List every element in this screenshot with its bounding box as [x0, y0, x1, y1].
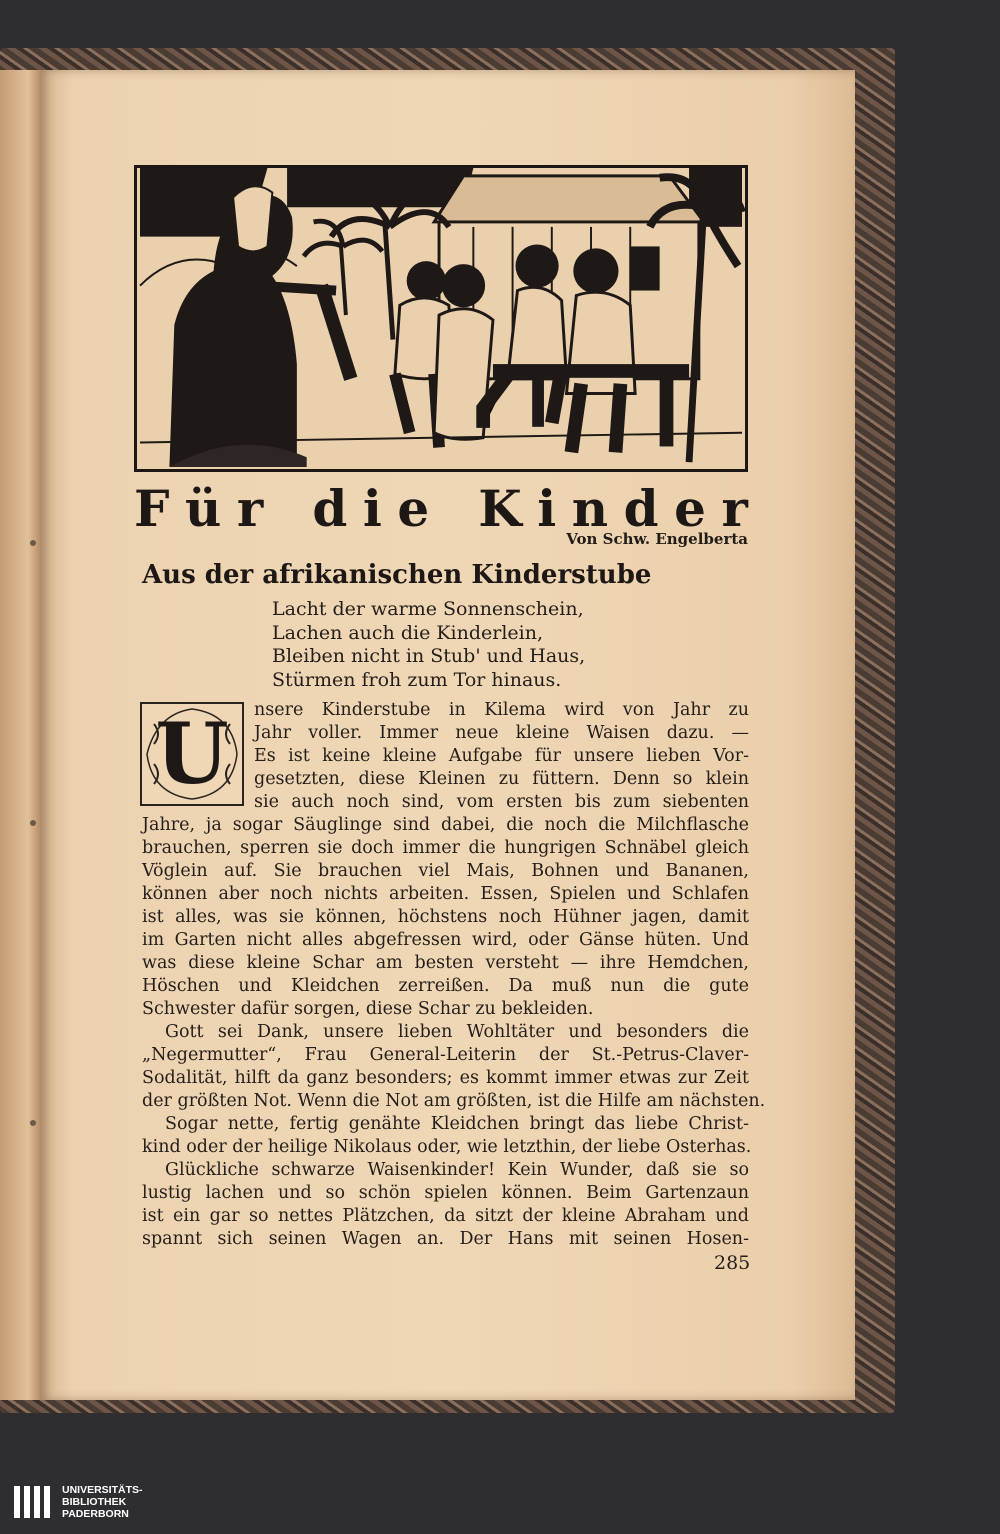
main-title-letter: i: [537, 478, 557, 538]
page-number: 285: [714, 1252, 751, 1274]
main-title: [134, 478, 748, 538]
mission-illustration: [134, 165, 748, 472]
body-line: im Garten nicht alles abgefressen wird, oder Gänse hüten. Und: [142, 930, 749, 950]
body-line: kind oder der heilige Nikolaus oder, wie letzthin, der liebe Osterhas.: [142, 1137, 752, 1157]
body-line: Gott sei Dank, unsere lieben Wohltäter und besonders die: [165, 1022, 749, 1042]
library-logo-icon: [12, 1484, 52, 1520]
library-logo: [12, 1482, 192, 1522]
body-line: können aber noch nichts arbeiten. Essen, Spielen und Schlafen: [142, 884, 749, 904]
poem-line: Lacht der warme Sonnenschein,: [272, 598, 584, 620]
main-title-letter: d: [623, 478, 659, 538]
body-line: gesetzten, diese Kleinen zu füttern. Denn so klein: [254, 769, 749, 789]
body-line: Höschen und Kleidchen zerreißen. Da muß nun die gute: [142, 976, 749, 996]
body-line: ist alles, was sie können, höchstens noch Hühner jagen, damit: [142, 907, 749, 927]
binding-stitch: [30, 820, 36, 826]
body-line: Vöglein auf. Sie brauchen viel Mais, Bohnen und Bananen,: [142, 861, 749, 881]
body-line: Schwester dafür sorgen, diese Schar zu bekleiden.: [142, 999, 594, 1019]
library-logo-line: UNIVERSITÄTS-: [62, 1484, 143, 1496]
poem-line: Lachen auch die Kinderlein,: [272, 621, 544, 644]
body-line: Jahre, ja sogar Säuglinge sind dabei, die noch die Milchflasche: [142, 815, 749, 835]
main-title-letter: r: [721, 478, 748, 538]
main-title-letter: r: [236, 478, 264, 538]
body-line: spannt sich seinen Wagen an. Der Hans mit seinen Hosen-: [142, 1229, 749, 1249]
body-line: brauchen, sperren sie doch immer die hungrigen Schnäbel gleich: [142, 838, 749, 858]
body-line: Sodalität, hilft da ganz besonders; es kommt immer etwas zur Zeit: [142, 1068, 749, 1088]
body-line: Jahr voller. Immer neue kleine Waisen dazu. —: [254, 723, 749, 743]
main-title-letter: K: [478, 478, 522, 538]
section-title: Aus der afrikanischen Kinderstube: [142, 560, 652, 590]
main-title-letter: n: [571, 478, 609, 538]
author-byline: Von Schw. Engelberta: [566, 530, 748, 548]
main-title-letter: e: [397, 478, 430, 538]
drop-cap-letter: U: [155, 704, 229, 803]
binding-stitch: [30, 540, 36, 546]
body-line: „Negermutter“, Frau General-Leiterin der St.-Petrus-Claver-: [142, 1045, 749, 1065]
left-page-edge: [0, 70, 40, 1400]
body-line: Es ist keine kleine Aufgabe für unsere lieben Vor-: [254, 746, 749, 766]
body-line: Glückliche schwarze Waisenkinder! Kein Wunder, daß sie so: [165, 1160, 749, 1180]
library-logo-line: BIBLIOTHEK: [62, 1496, 127, 1508]
body-line: lustig lachen und so schön spielen können. Beim Gartenzaun: [142, 1183, 749, 1203]
body-line: der größten Not. Wenn die Not am größten, ist die Hilfe am nächsten.: [142, 1091, 766, 1111]
main-title-letter: i: [362, 478, 382, 538]
library-logo-line: PADERBORN: [62, 1508, 129, 1520]
drop-cap: [140, 702, 244, 806]
main-title-letter: d: [312, 478, 348, 538]
body-line: nsere Kinderstube in Kilema wird von Jahr zu: [254, 700, 749, 720]
body-line: sie auch noch sind, vom ersten bis zum siebenten: [254, 792, 749, 812]
body-line: was diese kleine Schar am besten versteht — ihre Hemdchen,: [142, 953, 749, 973]
poem-line: Bleiben nicht in Stub' und Haus,: [272, 645, 586, 667]
poem: [272, 598, 585, 692]
body-line: Sogar nette, fertig genähte Kleidchen bringt das liebe Christ-: [165, 1114, 749, 1134]
main-title-letter: F: [134, 478, 170, 538]
body-line: ist ein gar so nettes Plätzchen, da sitzt der kleine Abraham und: [142, 1206, 749, 1226]
main-title-letter: e: [674, 478, 706, 538]
poem-line: Stürmen froh zum Tor hinaus.: [272, 668, 562, 691]
main-title-letter: ü: [185, 478, 222, 538]
binding-stitch: [30, 1120, 36, 1126]
library-logo-text: [62, 1484, 143, 1520]
